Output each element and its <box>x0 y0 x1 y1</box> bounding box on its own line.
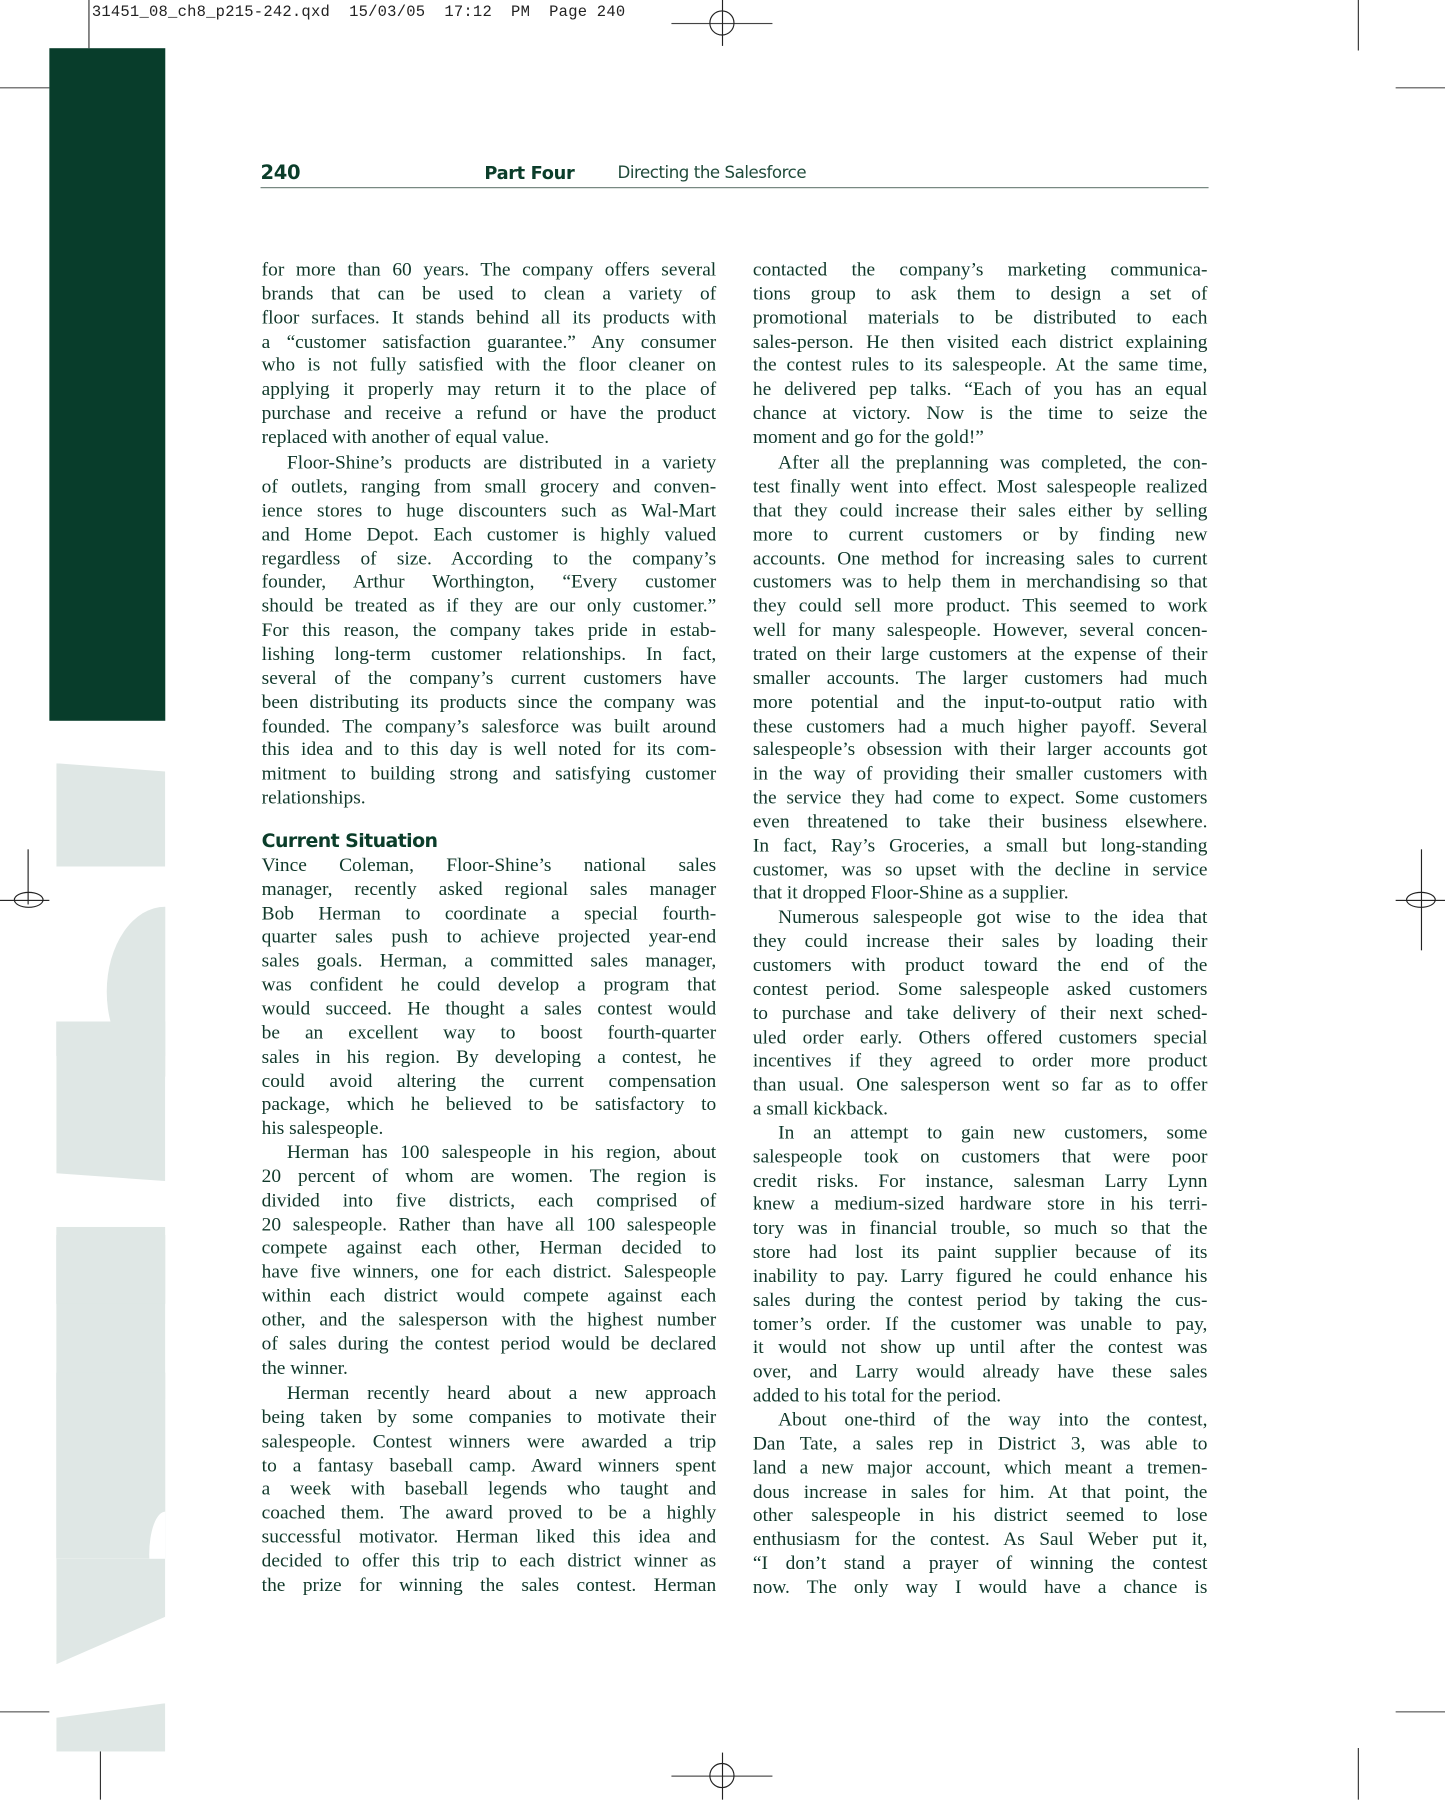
text-line: purchase and receive a refund or have the product <box>261 401 717 424</box>
paragraph <box>262 1141 717 1380</box>
text-line: and Home Depot. Each customer is highly valued <box>261 523 717 545</box>
text-line: his salespeople. <box>261 1116 384 1139</box>
text-line: they could sell more product. This seemed to work <box>752 594 1208 617</box>
text-line: chance at victory. Now is the time to seize the <box>752 401 1208 424</box>
text-line: than usual. One salesperson went so far as to offer <box>752 1073 1208 1096</box>
part-label: Part Four <box>484 162 575 184</box>
text-line: floor surfaces. It stands behind all its products with <box>261 306 717 328</box>
text-line: have five winners, one for each district. Salespeople <box>261 1260 717 1283</box>
text-line: added to his total for the period. <box>752 1384 1002 1407</box>
text-line: salespeople’s obsession with their larger accounts got <box>752 738 1208 761</box>
text-line: incentives if they agreed to order more product <box>752 1049 1208 1072</box>
text-line: divided into five districts, each comprised of <box>261 1188 717 1211</box>
text-line: manager, recently asked regional sales manager <box>261 877 717 900</box>
text-line: should be treated as if they are our only customer.” <box>261 594 717 617</box>
text-line: a “customer satisfaction guarantee.” Any consumer <box>261 330 717 352</box>
text-line: Numerous salespeople got wise to the idea that <box>778 905 1208 928</box>
paragraph <box>753 1408 1208 1599</box>
text-line: well for many salespeople. However, several concen- <box>752 618 1208 641</box>
text-line: tomer’s order. If the customer was unable to pay, <box>752 1312 1208 1335</box>
text-line: that it dropped Floor-Shine as a supplier. <box>752 881 1069 904</box>
text-line: coached them. The award proved to be a highly <box>261 1501 717 1524</box>
crop-mark-top-right <box>1358 0 1359 51</box>
text-line: regardless of size. According to the company’s <box>261 547 717 569</box>
text-line: being taken by some companies to motivate their <box>261 1405 717 1428</box>
text-line: store had lost its paint supplier because of its <box>752 1240 1208 1263</box>
text-line: the prize for winning the sales contest. Herman <box>261 1573 717 1596</box>
text-line: promotional materials to be distributed to each <box>752 306 1208 328</box>
text-line: knew a medium-sized hardware store in his terri- <box>752 1192 1208 1215</box>
text-line: customers with product toward the end of the <box>752 953 1208 976</box>
text-line: After all the preplanning was completed, the con- <box>778 451 1208 474</box>
paragraph <box>753 258 1208 449</box>
text-line: inability to pay. Larry figured he could enhance his <box>752 1264 1208 1287</box>
text-line: several of the company’s current customers have <box>261 666 717 689</box>
text-line: would succeed. He thought a sales contest would <box>261 997 717 1020</box>
text-line: credit risks. For instance, salesman Larry Lynn <box>752 1169 1208 1191</box>
text-line: Vince Coleman, Floor-Shine’s national sales <box>261 853 717 876</box>
text-line: successful motivator. Herman liked this idea and <box>261 1525 717 1548</box>
text-line: he delivered pep talks. “Each of you has an equal <box>752 377 1208 400</box>
text-line: salespeople. Contest winners were awarded a trip <box>261 1429 717 1452</box>
text-line: Floor-Shine’s products are distributed in a variety <box>286 451 717 474</box>
paragraph <box>753 1121 1208 1408</box>
text-line: Herman has 100 salespeople in his region, about <box>286 1140 717 1163</box>
text-line: a small kickback. <box>752 1097 889 1120</box>
text-line: salespeople took on customers that were poor <box>752 1145 1208 1167</box>
text-line: replaced with another of equal value. <box>261 425 550 448</box>
text-line: In an attempt to gain new customers, some <box>778 1121 1208 1144</box>
running-head <box>261 162 1209 188</box>
text-line: now. The only way I would have a chance is <box>752 1575 1208 1598</box>
text-line: for more than 60 years. The company offers several <box>261 258 717 281</box>
text-line: more to current customers or by finding new <box>752 523 1208 545</box>
text-line: more potential and the input-to-output ratio with <box>752 690 1208 713</box>
crop-mark-right-top <box>1396 87 1445 88</box>
text-line: the winner. <box>261 1356 348 1379</box>
text-line: For this reason, the company takes pride in estab- <box>261 618 717 641</box>
crop-mark-bottom-right <box>1358 1748 1359 1800</box>
text-line: the service they had come to expect. Some customers <box>752 786 1208 809</box>
text-line: to purchase and take delivery of their next sched- <box>752 1001 1208 1024</box>
paragraph <box>753 906 1208 1121</box>
crop-mark-right-bottom <box>1396 1711 1445 1712</box>
text-line: customer, was so upset with the decline in service <box>752 858 1208 880</box>
paragraph <box>262 1382 717 1597</box>
crop-mark-left-top <box>0 87 49 88</box>
text-line: could avoid altering the current compensation <box>261 1069 717 1091</box>
text-line: 20 salespeople. Rather than have all 100 salespeople <box>261 1212 717 1235</box>
text-line: customers was to help them in merchandising so that <box>752 570 1208 593</box>
text-line: brands that can be used to clean a variety of <box>261 282 717 304</box>
text-line: trated on their large customers at the expense of their <box>752 642 1208 665</box>
text-line: package, which he believed to be satisfactory to <box>261 1093 717 1115</box>
text-line: lishing long-term customer relationships. In fact, <box>261 642 717 665</box>
paragraph <box>262 451 717 810</box>
crop-mark-left-bottom <box>0 1711 49 1712</box>
text-line: uled order early. Others offered customers special <box>752 1025 1208 1048</box>
text-line: other, and the salesperson with the highest number <box>261 1308 717 1331</box>
text-line: land a new major account, which meant a tremen- <box>752 1456 1208 1478</box>
text-line: applying it properly may return it to the place of <box>261 377 717 400</box>
paragraph <box>262 258 717 449</box>
text-line: 20 percent of whom are women. The region is <box>261 1164 717 1187</box>
paragraph <box>753 451 1208 906</box>
left-text-column <box>262 258 717 1597</box>
text-line: compete against each other, Herman decided to <box>261 1236 717 1259</box>
text-line: In fact, Ray’s Groceries, a small but long-standing <box>752 834 1208 856</box>
text-line: accounts. One method for increasing sales to current <box>752 547 1208 569</box>
text-line: these customers had a much higher payoff. Several <box>752 714 1208 737</box>
right-text-column <box>753 258 1208 1599</box>
text-line: decided to offer this trip to each district winner as <box>261 1549 717 1572</box>
text-line: been distributing its products since the company was <box>261 690 717 713</box>
text-line: “I don’t stand a prayer of winning the contest <box>752 1551 1208 1574</box>
text-line: was confident he could develop a program that <box>261 973 717 996</box>
margin-color-band <box>49 48 165 721</box>
section-heading: Current Situation <box>261 829 438 852</box>
text-line: sales in his region. By developing a contest, he <box>261 1045 717 1068</box>
text-line: of outlets, ranging from small grocery and conven- <box>261 475 717 498</box>
text-line: within each district would compete against each <box>261 1284 717 1307</box>
text-line: contacted the company’s marketing communica- <box>752 258 1208 281</box>
text-line: over, and Larry would already have these sales <box>752 1360 1208 1383</box>
text-line: be an excellent way to boost fourth-quarter <box>261 1021 717 1044</box>
text-line: a week with baseball legends who taught and <box>261 1477 717 1500</box>
text-line: moment and go for the gold!” <box>752 425 984 448</box>
text-line: of sales during the contest period would be declared <box>261 1332 717 1355</box>
text-line: enthusiasm for the contest. As Saul Weber put it, <box>752 1527 1208 1550</box>
text-line: this idea and to this day is well noted for its com- <box>261 738 717 761</box>
text-line: other salespeople in his district seemed to lose <box>752 1503 1208 1526</box>
text-line: sales-person. He then visited each district explaining <box>752 330 1208 352</box>
text-line: relationships. <box>261 786 366 809</box>
text-line: even threatened to take their business elsewhere. <box>752 810 1208 833</box>
text-line: quarter sales push to achieve projected year-end <box>261 925 717 948</box>
text-line: contest period. Some salespeople asked customers <box>752 977 1208 1000</box>
crop-mark-top-left <box>88 0 89 48</box>
text-line: tory was in financial trouble, so much so that the <box>752 1216 1208 1239</box>
text-line: to a fantasy baseball camp. Award winners spent <box>261 1453 717 1476</box>
page-number: 240 <box>260 161 301 185</box>
text-line: the contest rules to its salespeople. At the same time, <box>752 353 1208 376</box>
text-line: About one-third of the way into the contest, <box>778 1408 1208 1431</box>
text-line: sales goals. Herman, a committed sales manager, <box>261 949 717 972</box>
text-line: founded. The company’s salesforce was built around <box>261 714 717 737</box>
text-line: Dan Tate, a sales rep in District 3, was able to <box>752 1432 1208 1455</box>
text-line: mitment to building strong and satisfying customer <box>261 762 717 785</box>
text-line: in the way of providing their smaller customers with <box>752 762 1208 785</box>
text-line: tions group to ask them to design a set of <box>752 282 1208 304</box>
text-line: Bob Herman to coordinate a special fourth- <box>261 901 717 924</box>
text-line: it would not show up until after the contest was <box>752 1336 1208 1359</box>
text-line: founder, Arthur Worthington, “Every customer <box>261 570 717 593</box>
text-line: dous increase in sales for him. At that point, the <box>752 1480 1208 1502</box>
text-line: who is not fully satisfied with the floor cleaner on <box>261 353 717 376</box>
text-line: test finally went into effect. Most salespeople realized <box>752 475 1208 498</box>
text-line: smaller accounts. The larger customers had much <box>752 666 1208 689</box>
paragraph <box>262 854 717 1141</box>
text-line: ience stores to huge discounters such as Wal-Mart <box>261 499 717 522</box>
text-line: sales during the contest period by taking the cus- <box>752 1288 1208 1311</box>
printer-slug-line: 31451_08_ch8_p215-242.qxd 15/03/05 17:12 PM Page 240 <box>91 4 626 22</box>
text-line: Herman recently heard about a new approach <box>286 1381 717 1404</box>
part-title: Directing the Salesforce <box>617 164 807 183</box>
text-line: that they could increase their sales either by selling <box>752 499 1208 522</box>
crop-mark-bottom-left <box>100 1748 101 1800</box>
text-line: they could increase their sales by loading their <box>752 929 1208 952</box>
